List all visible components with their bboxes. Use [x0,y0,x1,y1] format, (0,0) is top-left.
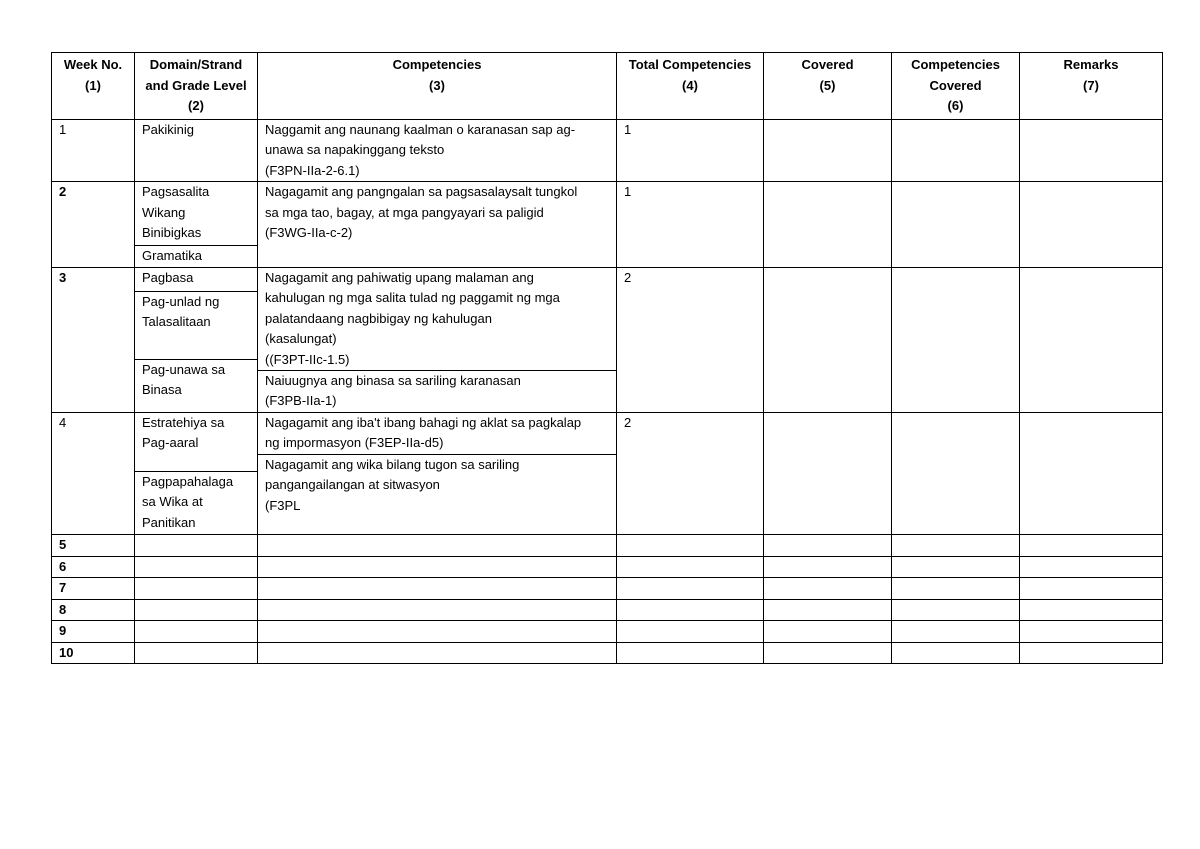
domain-sub-cell: Gramatika [135,245,257,267]
competency-table [51,52,1163,664]
competencies-covered-cell [892,578,1020,600]
remarks-cell [1020,535,1163,557]
domain-sub-cell: Pag-unlad ng Talasalitaan [135,291,257,359]
total-cell: 1 [617,182,764,268]
table-row [52,621,1163,643]
competency-cell: Nagagamit ang pahiwatig upang malaman ang kahulugan ng mga salita tulad ng paggamit ng mga palatandaang nagbibigay ng kahulugan (kasalungat) ((F3PT-IIc-1.5) Naiuugnya ang binasa sa sariling karanasan (F3PB-IIa-1) [258,267,617,412]
week-cell: 7 [52,578,135,600]
competencies-covered-cell [892,412,1020,535]
week-cell: 1 [52,119,135,182]
table-row [52,599,1163,621]
covered-cell [764,535,892,557]
header-covered: Covered (5) [764,53,892,120]
table-row [52,642,1163,664]
week-cell: 4 [52,412,135,535]
table-row [52,182,1163,268]
table-row [52,267,1163,412]
domain-cell: Pagsasalita Wikang Binibigkas Gramatika [135,182,258,268]
week-cell: 9 [52,621,135,643]
competencies-covered-cell [892,182,1020,268]
total-cell [617,642,764,664]
competency-cell [258,578,617,600]
domain-cell: Estratehiya sa Pag-aaral Pagpapahalaga sa Wika at Panitikan [135,412,258,535]
table-row [52,412,1163,535]
header-row [52,53,1163,120]
domain-sub-cell: Pagpapahalaga sa Wika at Panitikan [135,471,257,534]
total-cell: 1 [617,119,764,182]
covered-cell [764,642,892,664]
competency-cell: Nagagamit ang iba't ibang bahagi ng aklat sa pagkalap ng impormasyon (F3EP-IIa-d5) Nagagamit ang wika bilang tugon sa sariling pangangailangan at sitwasyon (F3PL [258,412,617,535]
total-cell [617,599,764,621]
domain-cell [135,535,258,557]
competency-sub-cell: Naiuugnya ang binasa sa sariling karanasan (F3PB-IIa-1) [258,370,616,412]
competencies-covered-cell [892,556,1020,578]
table-row [52,578,1163,600]
domain-cell: Pagbasa Pag-unlad ng Talasalitaan Pag-unawa sa Binasa [135,267,258,412]
competency-cell: Nagagamit ang pangngalan sa pagsasalaysalt tungkol sa mga tao, bagay, at mga pangyayari sa paligid (F3WG-IIa-c-2) [258,182,617,268]
domain-sub-cell: Pag-unawa sa Binasa [135,359,257,401]
remarks-cell [1020,599,1163,621]
table-row [52,556,1163,578]
competency-cell [258,642,617,664]
remarks-cell [1020,267,1163,412]
header-competencies: Competencies (3) [258,53,617,120]
competency-cell [258,556,617,578]
table-row [52,535,1163,557]
competencies-covered-cell [892,642,1020,664]
header-domain: Domain/Strand and Grade Level (2) [135,53,258,120]
covered-cell [764,578,892,600]
remarks-cell [1020,412,1163,535]
competencies-covered-cell [892,535,1020,557]
domain-cell [135,556,258,578]
competencies-covered-cell [892,119,1020,182]
domain-cell [135,642,258,664]
competencies-covered-cell [892,599,1020,621]
remarks-cell [1020,119,1163,182]
competency-sub-cell: Nagagamit ang wika bilang tugon sa sariling pangangailangan at sitwasyon (F3PL [258,454,616,535]
covered-cell [764,599,892,621]
competencies-covered-cell [892,621,1020,643]
domain-cell [135,578,258,600]
remarks-cell [1020,621,1163,643]
week-cell: 3 [52,267,135,412]
total-cell [617,578,764,600]
covered-cell [764,182,892,268]
total-cell [617,621,764,643]
covered-cell [764,412,892,535]
header-week: Week No. (1) [52,53,135,120]
header-remarks: Remarks (7) [1020,53,1163,120]
week-cell: 8 [52,599,135,621]
total-cell [617,556,764,578]
competency-cell [258,535,617,557]
week-cell: 10 [52,642,135,664]
table-row [52,119,1163,182]
remarks-cell [1020,642,1163,664]
covered-cell [764,556,892,578]
domain-cell [135,621,258,643]
week-cell: 6 [52,556,135,578]
competency-cell [258,599,617,621]
competency-cell [258,621,617,643]
remarks-cell [1020,556,1163,578]
remarks-cell [1020,578,1163,600]
total-cell: 2 [617,412,764,535]
domain-cell: Pakikinig [135,119,258,182]
total-cell: 2 [617,267,764,412]
competency-cell: Naggamit ang naunang kaalman o karanasan sap ag- unawa sa napakinggang teksto (F3PN-IIa-2-6.1) [258,119,617,182]
remarks-cell [1020,182,1163,268]
week-cell: 5 [52,535,135,557]
header-total: Total Competencies (4) [617,53,764,120]
week-cell: 2 [52,182,135,268]
total-cell [617,535,764,557]
domain-cell [135,599,258,621]
header-competencies-covered: Competencies Covered (6) [892,53,1020,120]
competencies-covered-cell [892,267,1020,412]
covered-cell [764,119,892,182]
covered-cell [764,621,892,643]
covered-cell [764,267,892,412]
